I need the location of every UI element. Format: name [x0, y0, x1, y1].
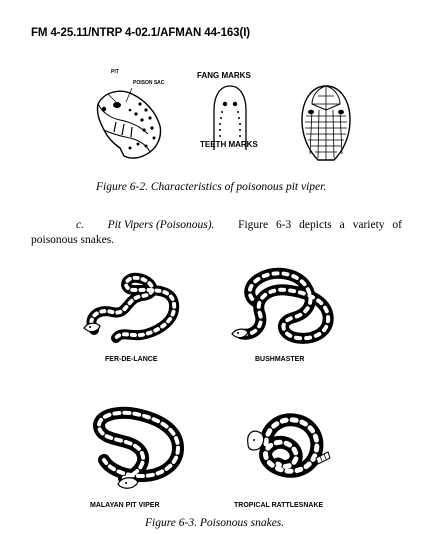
fer-de-lance-illustration: [82, 268, 187, 348]
figure-6-2-caption: Figure 6-2. Characteristics of poisonous pit viper.: [96, 181, 327, 193]
snake-name-fer-de-lance: FER-DE-LANCE: [105, 356, 158, 363]
paragraph-text-line2: poisonous snakes.: [31, 234, 115, 246]
snake-name-bushmaster: BUSHMASTER: [255, 356, 305, 363]
tropical-rattlesnake-illustration: [236, 404, 336, 488]
paragraph-text-line1: Figure 6-3 depicts a variety of: [238, 219, 402, 231]
pit-label: PIT: [111, 69, 119, 75]
document-id-header: FM 4-25.11/NTRP 4-02.1/AFMAN 44-163(I): [31, 27, 251, 39]
malayan-pit-viper-illustration: [84, 400, 184, 492]
bushmaster-illustration: [230, 262, 338, 348]
snake-head-side-illustration: [90, 74, 165, 162]
paragraph-title: Pit Vipers (Poisonous).: [107, 219, 215, 231]
snake-head-top-illustration: [296, 82, 356, 164]
teeth-marks-label: TEETH MARKS: [200, 140, 258, 149]
snake-name-malayan-pit-viper: MALAYAN PIT VIPER: [90, 502, 160, 509]
fang-marks-label: FANG MARKS: [197, 71, 251, 80]
poison-sac-label: POISON SAC: [133, 80, 165, 86]
pit-vipers-paragraph: [31, 218, 402, 248]
paragraph-marker: c.: [76, 219, 84, 231]
figure-6-3-caption: Figure 6-3. Poisonous snakes.: [145, 517, 285, 529]
snake-name-tropical-rattlesnake: TROPICAL RATTLESNAKE: [234, 502, 324, 509]
